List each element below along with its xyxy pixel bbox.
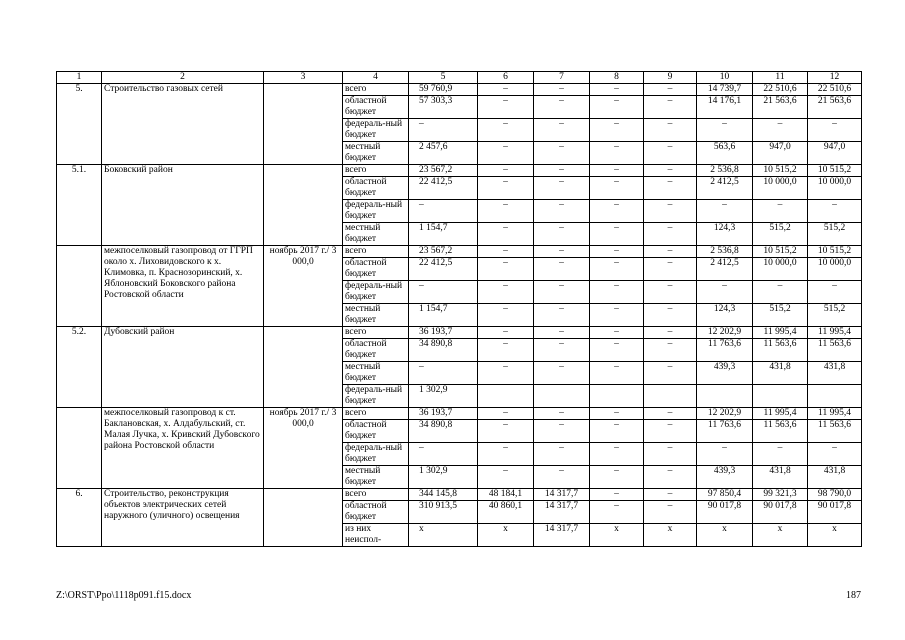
funding-source: федераль-ный бюджет [343, 200, 409, 223]
value-cell: – [590, 408, 644, 420]
funding-source: всего [343, 327, 409, 339]
value-cell [534, 385, 590, 408]
value-cell: 11 763,6 [697, 420, 753, 443]
value-cell: 11 563,6 [753, 339, 808, 362]
value-cell: – [534, 466, 590, 489]
value-cell: x [697, 524, 753, 547]
funding-source: из них неиспол- [343, 524, 409, 547]
value-cell: 11 995,4 [753, 408, 808, 420]
row-number: 5.2. [57, 327, 102, 408]
value-cell: – [590, 177, 644, 200]
value-cell: – [808, 200, 862, 223]
value-cell [808, 385, 862, 408]
value-cell: – [478, 466, 534, 489]
value-cell: 10 000,0 [753, 177, 808, 200]
value-cell: 1 154,7 [409, 223, 478, 246]
object-name: межпоселковый газопровод от ГГРП около х. Лиховидовского к х. Климовка, п. Краснозоринский, х. Яблоновский Боковского района Ростовской области [102, 246, 264, 327]
value-cell: – [590, 281, 644, 304]
term-cost [264, 84, 343, 165]
value-cell: 14 176,1 [697, 96, 753, 119]
value-cell: – [753, 281, 808, 304]
funding-source: всего [343, 84, 409, 96]
value-cell: – [590, 466, 644, 489]
value-cell: 40 860,1 [478, 501, 534, 524]
value-cell: – [534, 327, 590, 339]
value-cell: – [590, 84, 644, 96]
value-cell: – [644, 200, 697, 223]
value-cell: x [409, 524, 478, 547]
header-cell: 8 [590, 72, 644, 84]
value-cell: 515,2 [808, 223, 862, 246]
value-cell: – [409, 200, 478, 223]
value-cell: 2 457,6 [409, 142, 478, 165]
value-cell: 310 913,5 [409, 501, 478, 524]
value-cell: 59 760,9 [409, 84, 478, 96]
value-cell: – [534, 443, 590, 466]
value-cell: – [534, 200, 590, 223]
value-cell: 34 890,8 [409, 339, 478, 362]
value-cell: 1 154,7 [409, 304, 478, 327]
value-cell: 90 017,8 [808, 501, 862, 524]
funding-source: областной бюджет [343, 96, 409, 119]
value-cell: – [409, 281, 478, 304]
value-cell: – [590, 142, 644, 165]
value-cell: – [644, 501, 697, 524]
value-cell: – [478, 304, 534, 327]
value-cell: – [534, 142, 590, 165]
value-cell: 2 412,5 [697, 177, 753, 200]
value-cell: – [644, 362, 697, 385]
value-cell: 12 202,9 [697, 408, 753, 420]
value-cell: 11 563,6 [753, 420, 808, 443]
value-cell: 515,2 [753, 223, 808, 246]
term-cost [264, 489, 343, 547]
value-cell: – [478, 200, 534, 223]
header-cell: 12 [808, 72, 862, 84]
value-cell: – [590, 420, 644, 443]
value-cell: – [478, 258, 534, 281]
value-cell: – [697, 119, 753, 142]
value-cell: – [590, 165, 644, 177]
value-cell: – [534, 362, 590, 385]
header-row [57, 72, 862, 84]
header-cell: 10 [697, 72, 753, 84]
value-cell: – [644, 258, 697, 281]
value-cell: – [478, 142, 534, 165]
value-cell: 57 303,3 [409, 96, 478, 119]
value-cell: – [534, 258, 590, 281]
value-cell [697, 385, 753, 408]
value-cell: – [644, 408, 697, 420]
value-cell: – [753, 443, 808, 466]
value-cell: – [644, 327, 697, 339]
value-cell: – [590, 327, 644, 339]
header-cell: 5 [409, 72, 478, 84]
row-number [57, 246, 102, 327]
funding-source: местный бюджет [343, 142, 409, 165]
value-cell: x [590, 524, 644, 547]
value-cell: 12 202,9 [697, 327, 753, 339]
value-cell: – [753, 200, 808, 223]
value-cell: 344 145,8 [409, 489, 478, 501]
value-cell: 10 515,2 [808, 165, 862, 177]
value-cell: 1 302,9 [409, 385, 478, 408]
value-cell: 431,8 [753, 362, 808, 385]
value-cell: – [478, 165, 534, 177]
header-cell: 6 [478, 72, 534, 84]
value-cell: – [478, 420, 534, 443]
value-cell: x [753, 524, 808, 547]
value-cell: – [644, 223, 697, 246]
value-cell: – [590, 362, 644, 385]
value-cell: – [644, 96, 697, 119]
funding-source: областной бюджет [343, 501, 409, 524]
value-cell: – [478, 84, 534, 96]
value-cell: – [697, 200, 753, 223]
value-cell: 99 321,3 [753, 489, 808, 501]
value-cell: 124,3 [697, 304, 753, 327]
value-cell: – [590, 223, 644, 246]
value-cell: 10 515,2 [753, 165, 808, 177]
value-cell: 48 184,1 [478, 489, 534, 501]
value-cell: – [534, 177, 590, 200]
funding-source: местный бюджет [343, 466, 409, 489]
object-name: межпоселковый газопровод к ст. Баклановская, х. Алдабульский, ст. Малая Лучка, х. Кривский Дубовского района Ростовской области [102, 408, 264, 489]
value-cell: 10 000,0 [808, 258, 862, 281]
value-cell: – [534, 304, 590, 327]
value-cell: 515,2 [753, 304, 808, 327]
funding-source: областной бюджет [343, 258, 409, 281]
value-cell: 11 995,4 [808, 327, 862, 339]
document-page [56, 71, 861, 547]
value-cell: 431,8 [808, 362, 862, 385]
header-cell: 2 [102, 72, 264, 84]
value-cell: 11 563,6 [808, 339, 862, 362]
value-cell: – [478, 408, 534, 420]
value-cell: 947,0 [808, 142, 862, 165]
value-cell: 947,0 [753, 142, 808, 165]
value-cell: 14 317,7 [534, 524, 590, 547]
row-number: 6. [57, 489, 102, 547]
funding-source: всего [343, 165, 409, 177]
value-cell: 90 017,8 [697, 501, 753, 524]
value-cell: – [478, 96, 534, 119]
value-cell: – [534, 281, 590, 304]
value-cell: – [534, 339, 590, 362]
value-cell: – [409, 362, 478, 385]
value-cell: – [590, 258, 644, 281]
value-cell: – [644, 466, 697, 489]
value-cell: 2 412,5 [697, 258, 753, 281]
value-cell: x [808, 524, 862, 547]
value-cell: – [644, 339, 697, 362]
value-cell: – [478, 362, 534, 385]
value-cell: – [478, 443, 534, 466]
header-cell: 11 [753, 72, 808, 84]
value-cell: 11 763,6 [697, 339, 753, 362]
value-cell: – [644, 165, 697, 177]
funding-source: областной бюджет [343, 177, 409, 200]
value-cell: – [590, 443, 644, 466]
value-cell: 36 193,7 [409, 408, 478, 420]
value-cell: 23 567,2 [409, 165, 478, 177]
value-cell: 22 412,5 [409, 258, 478, 281]
value-cell: – [590, 501, 644, 524]
object-name: Строительство, реконструкция объектов электрических сетей наружного (уличного) освещения [102, 489, 264, 547]
value-cell: 22 510,6 [753, 84, 808, 96]
funding-source: федераль-ный бюджет [343, 119, 409, 142]
value-cell: 14 317,7 [534, 501, 590, 524]
header-cell: 1 [57, 72, 102, 84]
value-cell: – [409, 119, 478, 142]
funding-source: всего [343, 408, 409, 420]
table-row [57, 165, 862, 177]
value-cell: 97 850,4 [697, 489, 753, 501]
value-cell: – [644, 281, 697, 304]
value-cell: – [808, 443, 862, 466]
value-cell: 2 536,8 [697, 165, 753, 177]
funding-source: местный бюджет [343, 362, 409, 385]
value-cell: – [534, 223, 590, 246]
value-cell: 11 563,6 [808, 420, 862, 443]
value-cell: 10 515,2 [753, 246, 808, 258]
object-name: Боковский район [102, 165, 264, 246]
value-cell: – [644, 420, 697, 443]
value-cell [644, 385, 697, 408]
value-cell: 98 790,0 [808, 489, 862, 501]
funding-source: областной бюджет [343, 339, 409, 362]
value-cell: – [534, 246, 590, 258]
funding-source: областной бюджет [343, 420, 409, 443]
table-row [57, 489, 862, 501]
value-cell: x [478, 524, 534, 547]
value-cell: – [697, 443, 753, 466]
header-cell: 9 [644, 72, 697, 84]
term-cost [264, 327, 343, 408]
value-cell: 124,3 [697, 223, 753, 246]
value-cell: – [644, 246, 697, 258]
term-cost: ноябрь 2017 г./ 3 000,0 [264, 408, 343, 489]
value-cell: 1 302,9 [409, 466, 478, 489]
value-cell: 23 567,2 [409, 246, 478, 258]
value-cell: 10 000,0 [753, 258, 808, 281]
value-cell: 22 412,5 [409, 177, 478, 200]
value-cell: 439,3 [697, 362, 753, 385]
funding-source: всего [343, 489, 409, 501]
value-cell: – [534, 96, 590, 119]
budget-table [56, 71, 862, 547]
funding-source: федераль-ный бюджет [343, 281, 409, 304]
value-cell: – [478, 223, 534, 246]
funding-source: федераль-ный бюджет [343, 443, 409, 466]
value-cell: – [644, 489, 697, 501]
funding-source: федераль-ный бюджет [343, 385, 409, 408]
value-cell: – [644, 443, 697, 466]
value-cell: 439,3 [697, 466, 753, 489]
value-cell: – [590, 200, 644, 223]
value-cell: 11 995,4 [753, 327, 808, 339]
header-cell: 3 [264, 72, 343, 84]
value-cell: 563,6 [697, 142, 753, 165]
row-number: 5. [57, 84, 102, 165]
value-cell: 36 193,7 [409, 327, 478, 339]
value-cell: 21 563,6 [753, 96, 808, 119]
value-cell: – [590, 246, 644, 258]
value-cell: 11 995,4 [808, 408, 862, 420]
value-cell: – [478, 327, 534, 339]
value-cell: – [478, 246, 534, 258]
object-name: Дубовский район [102, 327, 264, 408]
value-cell: – [590, 96, 644, 119]
value-cell: 10 515,2 [808, 246, 862, 258]
page-footer [56, 590, 861, 604]
header-cell: 7 [534, 72, 590, 84]
header-cell: 4 [343, 72, 409, 84]
value-cell: 34 890,8 [409, 420, 478, 443]
object-name: Строительство газовых сетей [102, 84, 264, 165]
value-cell: – [534, 119, 590, 142]
value-cell: – [644, 142, 697, 165]
value-cell: 22 510,6 [808, 84, 862, 96]
value-cell: – [644, 304, 697, 327]
value-cell: 431,8 [753, 466, 808, 489]
value-cell: – [808, 281, 862, 304]
value-cell: x [644, 524, 697, 547]
row-number: 5.1. [57, 165, 102, 246]
footer-filename: Z:\ORST\Ppo\1118p091.f15.docx [56, 590, 192, 601]
value-cell: 14 317,7 [534, 489, 590, 501]
value-cell: 14 739,7 [697, 84, 753, 96]
term-cost: ноябрь 2017 г./ 3 000,0 [264, 246, 343, 327]
value-cell: – [534, 165, 590, 177]
value-cell: – [590, 339, 644, 362]
value-cell: 515,2 [808, 304, 862, 327]
value-cell: – [409, 443, 478, 466]
value-cell [478, 385, 534, 408]
value-cell: – [590, 119, 644, 142]
term-cost [264, 165, 343, 246]
value-cell: – [534, 84, 590, 96]
value-cell: – [534, 420, 590, 443]
funding-source: местный бюджет [343, 304, 409, 327]
value-cell: 10 000,0 [808, 177, 862, 200]
value-cell [753, 385, 808, 408]
value-cell: – [590, 489, 644, 501]
value-cell: – [534, 408, 590, 420]
funding-source: всего [343, 246, 409, 258]
value-cell: – [478, 177, 534, 200]
row-number [57, 408, 102, 489]
value-cell: – [808, 119, 862, 142]
table-row [57, 246, 862, 258]
value-cell: – [478, 119, 534, 142]
value-cell [590, 385, 644, 408]
value-cell: – [478, 339, 534, 362]
value-cell: 90 017,8 [753, 501, 808, 524]
value-cell: – [644, 84, 697, 96]
table-row [57, 84, 862, 96]
table-row [57, 408, 862, 420]
value-cell: 2 536,8 [697, 246, 753, 258]
value-cell: – [478, 281, 534, 304]
funding-source: местный бюджет [343, 223, 409, 246]
value-cell: – [590, 304, 644, 327]
value-cell: 431,8 [808, 466, 862, 489]
value-cell: – [697, 281, 753, 304]
table-row [57, 327, 862, 339]
value-cell: 21 563,6 [808, 96, 862, 119]
value-cell: – [644, 177, 697, 200]
page-number: 187 [846, 590, 861, 601]
value-cell: – [644, 119, 697, 142]
value-cell: – [753, 119, 808, 142]
